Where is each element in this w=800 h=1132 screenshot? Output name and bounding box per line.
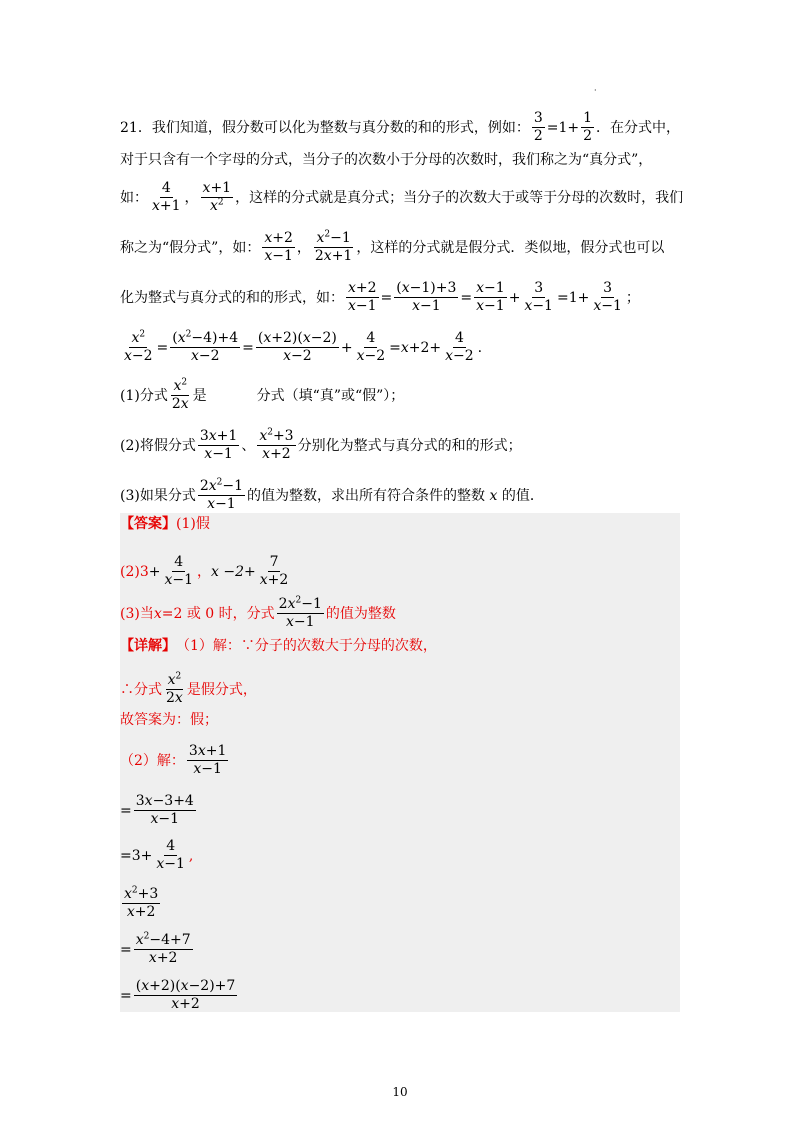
fraction: $\frac{3x-3+4}{x-1}$ bbox=[135, 793, 194, 827]
question-number: 21． bbox=[120, 119, 152, 136]
text: 分式（填“真”或“假”）； bbox=[256, 387, 405, 404]
fraction: $\frac{x^2}{2x}$ bbox=[171, 377, 189, 412]
detail-line-1 bbox=[120, 636, 437, 656]
text: （2）解： bbox=[120, 752, 185, 769]
text: ，这样的分式就是假分式．类似地，假分式也可以 bbox=[356, 239, 665, 256]
detail-line-6: =3+ $\frac{4}{x-1}$ , bbox=[120, 838, 194, 872]
answer-line-1 bbox=[120, 514, 210, 534]
detail-line-9: = $\frac{(x+2)(x-2)+7}{x+2}$ bbox=[120, 978, 236, 1012]
text: 如： bbox=[120, 189, 148, 206]
text: ，这样的分式就是真分式；当分子的次数大于或等于分母的次数时，我们 bbox=[235, 189, 684, 206]
text: 称之为“假分式”，如： bbox=[120, 239, 261, 256]
question-line-5: 化为整式与真分式的和的形式，如： $\frac{x+2}{x-1}$ = $\frac{(x-1)+3}{x-1}$ = $\frac{x-1}{x-1}$ + $\frac{3}{x-1}$ =1+ $\frac{3}{x-1}$ ； bbox=[120, 280, 640, 314]
fraction: $\frac{x+1}{x^2}$ bbox=[202, 180, 232, 214]
answer-line-2: (2)3 + $\frac{4}{x-1}$ ， x −2 + $\frac{7}{x+2}$ bbox=[120, 554, 289, 588]
fraction: $\frac{1}{2}$ bbox=[583, 110, 593, 144]
text: (1)分式 bbox=[120, 387, 168, 404]
text: (1)假 bbox=[176, 516, 210, 532]
question-line-2 bbox=[120, 150, 652, 170]
text: 对于只含有一个字母的分式，当分子的次数小于分母的次数时，我们称之为“真分式”， bbox=[120, 152, 653, 168]
detail-line-2 bbox=[120, 672, 257, 707]
text: (2)3 bbox=[120, 563, 149, 580]
text: =2 或 0 时，分式 bbox=[161, 605, 275, 622]
fraction: $\frac{4}{x-1}$ bbox=[164, 554, 194, 588]
detail-line-3 bbox=[120, 710, 218, 730]
fraction: $\frac{3x+1}{x-1}$ bbox=[188, 743, 227, 777]
answer-line-3: (3)当 x =2 或 0 时，分式 $\frac{2x^2-1}{x-1}$ 的值为整数 bbox=[120, 595, 396, 630]
text: （1）解：∵分子的次数大于分母的次数， bbox=[176, 638, 437, 654]
fraction: $\frac{(x-1)+3}{x-1}$ bbox=[396, 280, 457, 314]
question-line-4: 称之为“假分式”，如： $\frac{x+2}{x-1}$ ， $\frac{x^2-1}{2x+1}$ ，这样的分式就是假分式．类似地，假分式也可以 bbox=[120, 229, 665, 264]
fraction: $\frac{x^2-1}{2x+1}$ bbox=[314, 229, 353, 264]
text: 的值为整数 bbox=[325, 605, 396, 622]
text: 、 bbox=[241, 437, 256, 454]
fraction: $\frac{7}{x+2}$ bbox=[259, 554, 289, 588]
fraction: $\frac{x^2}{x-2}$ bbox=[124, 329, 153, 364]
detail-line-8: = $\frac{x^2-4+7}{x+2}$ bbox=[120, 931, 191, 966]
text: x −2 bbox=[211, 563, 245, 580]
fraction: $\frac{x^2-4+7}{x+2}$ bbox=[135, 931, 191, 966]
detail-line-5: = $\frac{3x-3+4}{x-1}$ bbox=[120, 793, 194, 827]
fraction: $\frac{4}{x+1}$ bbox=[152, 180, 181, 214]
question-part-3: (3)如果分式 $\frac{2x^2-1}{x-1}$ 的值为整数，求出所有符合条件的整数 x 的值． bbox=[120, 477, 544, 512]
fraction: $\frac{4}{x-2}$ bbox=[356, 330, 386, 364]
text: (3)当 bbox=[120, 605, 154, 622]
text: 我们知道，假分数可以化为整数与真分数的和的形式，例如： bbox=[151, 119, 530, 136]
fraction: $\frac{x-1}{x-1}$ bbox=[476, 280, 505, 314]
fraction: $\frac{2x^2-1}{x-1}$ bbox=[278, 595, 322, 630]
text: ∴分式 bbox=[120, 681, 162, 698]
detail-label: 【详解】 bbox=[120, 638, 176, 654]
text: 分别化为整式与真分式的和的形式； bbox=[297, 437, 522, 454]
text: 的值． bbox=[501, 487, 544, 504]
fraction: $\frac{x^2}{2x}$ bbox=[166, 671, 183, 706]
text: ．在分式中， bbox=[596, 119, 681, 136]
text: 化为整式与真分式的和的形式，如： bbox=[120, 289, 344, 306]
fraction: $\frac{(x+2)(x-2)+7}{x+2}$ bbox=[135, 978, 236, 1012]
fraction: $\frac{3}{x-1}$ bbox=[593, 280, 622, 314]
question-part-1 bbox=[120, 378, 404, 413]
dot-mark: · bbox=[594, 86, 597, 95]
question-line-1: 21． 我们知道，假分数可以化为整数与真分数的和的形式，例如： $\frac{3}{2}$ =1+ $\frac{1}{2}$ ．在分式中， bbox=[120, 110, 681, 144]
question-line-3: 如： $\frac{4}{x+1}$ ， $\frac{x+1}{x^2}$ ，这样的分式就是真分式；当分子的次数大于或等于分母的次数时，我们 bbox=[120, 180, 684, 214]
fraction: $\frac{2x^2-1}{x-1}$ bbox=[199, 477, 244, 512]
fraction: $\frac{x+2}{x-1}$ bbox=[348, 280, 377, 314]
fraction: $\frac{3x+1}{x-1}$ bbox=[199, 428, 238, 462]
text: (3)如果分式 bbox=[120, 487, 196, 504]
fraction: $\frac{3}{x-1}$ bbox=[524, 280, 553, 314]
answer-label: 【答案】 bbox=[120, 516, 176, 532]
text: 的值为整数，求出所有符合条件的整数 bbox=[247, 487, 486, 504]
fraction: $\frac{(x^2-4)+4}{x-2}$ bbox=[172, 329, 239, 364]
fraction: $\frac{4}{x-2}$ bbox=[445, 330, 474, 364]
fraction: $\frac{4}{x-1}$ bbox=[156, 838, 185, 872]
text: 故答案为：假； bbox=[120, 712, 218, 728]
detail-line-4 bbox=[120, 743, 230, 778]
question-part-2 bbox=[120, 428, 522, 463]
fraction: $\frac{3}{2}$ bbox=[533, 110, 543, 144]
question-line-6: $\frac{x^2}{x-2}$ = $\frac{(x^2-4)+4}{x-2}$ = $\frac{(x+2)(x-2)}{x-2}$ + $\frac{4}{x-2}$ =x+2+ $\frac{4}{x-2}$ . bbox=[124, 329, 483, 364]
page-number: 10 bbox=[392, 1085, 408, 1099]
text: 是 bbox=[192, 387, 207, 404]
fraction: $\frac{x^2+3}{x+2}$ bbox=[259, 427, 294, 462]
detail-line-7 bbox=[120, 886, 162, 921]
fraction: $\frac{x^2+3}{x+2}$ bbox=[124, 885, 159, 920]
fraction: $\frac{x+2}{x-1}$ bbox=[264, 230, 293, 264]
text: ， bbox=[197, 563, 212, 580]
fraction: $\frac{(x+2)(x-2)}{x-2}$ bbox=[257, 330, 337, 364]
text: (2)将假分式 bbox=[120, 437, 196, 454]
text: 是假分式， bbox=[186, 681, 257, 698]
